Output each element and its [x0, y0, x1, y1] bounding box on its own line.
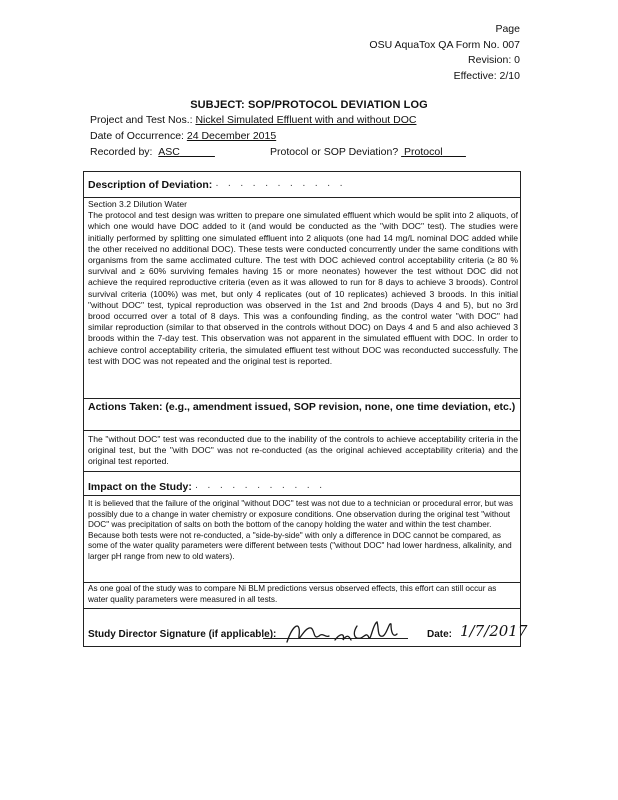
deviation-type: [270, 146, 466, 158]
impact-heading: Impact on the Study:: [88, 481, 192, 493]
scan-marks: · · · · · · · · · · ·: [215, 179, 346, 191]
form-number: OSU AquaTox QA Form No. 007: [369, 38, 520, 51]
occurrence-field: [90, 130, 276, 142]
description-body: The protocol and test design was written to prepare one simulated effluent which would be split into 2 aliquots, of which one would have DOC added to it (and would be conducted as the "with DOC" test). The studies were initially performed by splitting one simulated effluent into 2 aliquots (one had 14 mg/L nominal DOC added while the other received no additional DOC). These tests were conducted concurrently under the same conditions with organisms from the same acclimated culture. The test with DOC achieved control acceptability criteria (≥ 80 % survival and ≥ 60% surviving females having 15 or more neonates) however the test without DOC did not achieve the required reproductive criteria (even as it was allowed to run for 8 days to achieve 3 broods). Control survival criteria (100%) was met, but only 4 replicates (out of 10 replicates) achieved 3 broods. In this initial "without DOC" test, typical reproduction was observed in the 1st and 2nd broods (Days 4 and 5), but no 3rd brood occurred over a total of 8 days. This was a confounding finding, as the control water "with DOC" had similar reproduction (similar to that observed in the controls without DOC) on Days 4 and 5 and also achieved 3 broods within the 7-day test. This observation was not apparent in the simulated effluent with DOC. In order to achieve control acceptability criteria, the simulated effluent test without DOC was reconducted successfully. The test with DOC was not repeated and the original test is reported.: [88, 210, 518, 366]
recorded-value: ASC: [158, 146, 180, 158]
handwritten-signature: [283, 618, 408, 648]
deviation-type-value: Protocol: [404, 146, 443, 158]
date-value: 1/7/2017: [460, 622, 528, 640]
divider: [84, 608, 520, 609]
occurrence-label: Date of Occurrence:: [90, 130, 187, 142]
actions-body: The "without DOC" test was reconducted due to the inability of the controls to achieve acceptability criteria in the original test, but the "with DOC" was not re-conducted (as the original achieved acceptability criteria) and the original test reported.: [88, 434, 518, 467]
actions-heading-row: [84, 399, 520, 431]
revision: Revision: 0: [468, 54, 520, 66]
section-reference: Section 3.2 Dilution Water: [88, 199, 188, 209]
project-field: [90, 114, 416, 126]
divider: [84, 582, 520, 583]
description-heading-row: [84, 172, 520, 198]
recorded-label: Recorded by:: [90, 146, 156, 158]
signature-row: [88, 622, 528, 646]
subject-title: SUBJECT: SOP/PROTOCOL DEVIATION LOG: [190, 99, 428, 111]
signature-label: Study Director Signature (if applicable):: [88, 629, 277, 640]
description-heading: Description of Deviation:: [88, 179, 213, 191]
project-label: Project and Test Nos.:: [90, 114, 196, 126]
date-label: Date:: [427, 629, 453, 640]
actions-heading: Actions Taken: (e.g., amendment issued, SOP revision, none, one time deviation, etc.): [88, 401, 516, 413]
form-header: [369, 22, 520, 84]
description-text: [88, 199, 518, 367]
recorded-field: [90, 146, 443, 158]
project-value: Nickel Simulated Effluent with and without DOC: [195, 114, 417, 126]
impact-heading-row: [84, 472, 520, 496]
deviation-type-label: Protocol or SOP Deviation?: [270, 146, 402, 158]
page-label: Page: [495, 23, 520, 35]
deviation-form-box: [83, 171, 528, 647]
scan-marks: · · · · · · · · · · ·: [194, 481, 326, 493]
impact-body: It is believed that the failure of the original "without DOC" test was not due to a technician or procedural error, but was possibly due to a change in water chemistry or exposure conditions. One observation during the original test "without DOC" was precipitation of salts on both the bottom of the canopy holding the water and within the test chamber. Because both tests were not re-conducted, a "side-by-side" with only a difference in DOC cannot be compared, as some of the water quality parameters were different between tests ("without DOC" had lower hardness, alkalinity, and larger pH range from new to old waters).: [88, 499, 513, 561]
impact-body-2: As one goal of the study was to compare Ni BLM predictions versus observed effects, this effort can still occur as water quality parameters were measured in all tests.: [88, 584, 497, 604]
effective-date: Effective: 2/10: [453, 69, 520, 82]
occurrence-value: 24 December 2015: [186, 130, 277, 142]
